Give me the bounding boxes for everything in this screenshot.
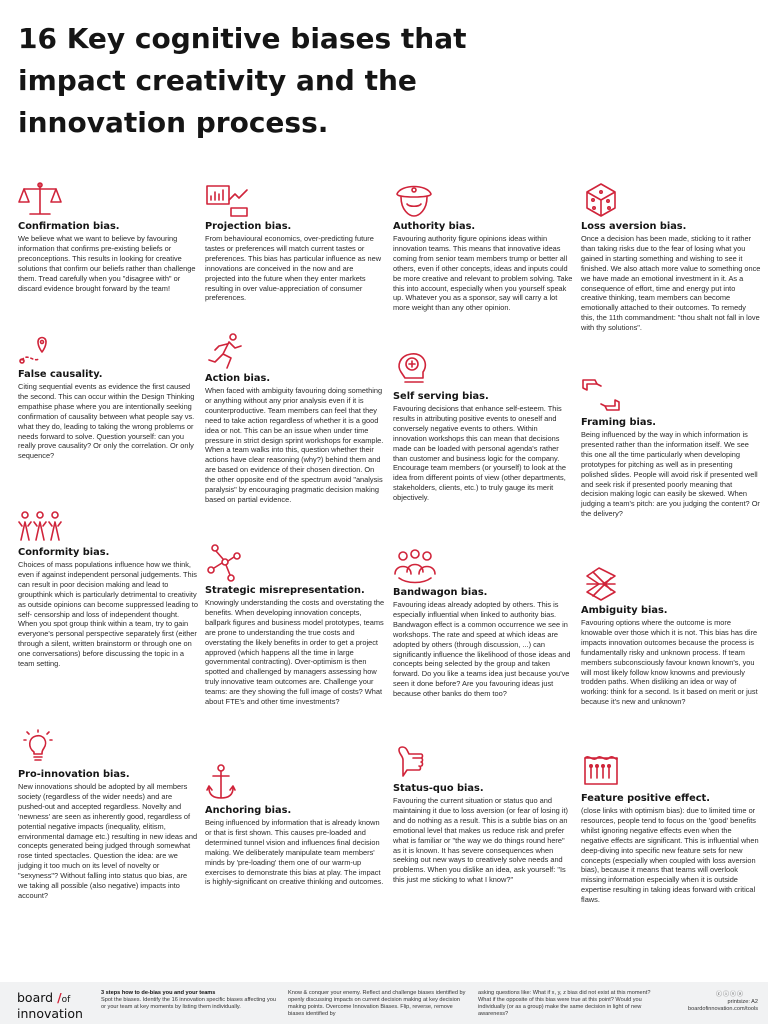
bias-description: Once a decision has been made, sticking to it rather than taking risks due to the fear of losing what you gained in starting something and wishing to see it finished. We also attach more value to something once we have made an emotional investment in it. As a consequence of effort, time and energy put into creative thinking, team members can become emotionally attached to their outcomes. To remedy this, the 11th commandment: "thou shalt not fall in love with thy solutions". xyxy=(581,234,761,333)
bias-description: Being influenced by information that is already known or that is first shown. This causes pre-loaded and determined tunnel vision and influences final decision making. We deliberately manipulate team members' minds by 'pre-loading' them one of our warm-up exercises to demonstrate this bias at play. The impact is highly-significant on creative thinking and outcomes. xyxy=(205,818,384,887)
logo-word-board: board xyxy=(17,990,54,1005)
bias-title: Feature positive effect. xyxy=(581,793,710,804)
footer-step-1: Spot the biases. Identify the 16 innovation specific biases affecting you or your team at key moments by listing them individually. xyxy=(101,997,276,1010)
bias-description: Citing sequential events as evidence the first caused the second. This can occur within the Design Thinking empathise phase where you are intentionally seeking confirmation of causality between what people say vs. what they do, leading to taking the wrong problems or needs forward to solve. Question yourself: can you really prove causality? Or only the correlation. Or only sequence? xyxy=(18,382,195,461)
dice-icon xyxy=(581,180,625,220)
bias-conformity xyxy=(18,506,198,669)
bias-title: Self serving bias. xyxy=(393,391,489,402)
bias-projection xyxy=(205,180,385,303)
license-icons: ⓒⓘⓢⓐ xyxy=(716,992,745,998)
route-pin-icon xyxy=(18,328,62,368)
bias-authority xyxy=(393,180,573,313)
hand-stop-icon xyxy=(393,742,437,782)
footer-print-info xyxy=(668,999,758,1013)
bias-description: Choices of mass populations influence how we think, even if against independent personal judgements. This can result in poor decision making and lead to groupthink which is particularly detrimental to creativity as outside opinions can become suppressed leading to self- censorship and loss of independent thought. When you spot group think within a team, try to gain everyone's personal perspective separately first (either through a silent, written brainstorm or through one on one conversations) before discussing the topic in a team setting. xyxy=(18,560,198,669)
running-person-icon xyxy=(205,332,249,372)
scales-icon xyxy=(18,180,62,220)
bias-strategic-misrepresentation xyxy=(205,544,385,707)
bias-description: Favouring the current situation or status quo and maintaining it due to loss aversion (or fear of losing it) and do nothing as a result. This is a subtle bias on an emotional level that makes us reduce risk and prefer what is familiar or "the way we do things round here" as it is known. It has severe consequences when seeking out new ways to creatively solve needs and problems. When you dislike an idea, ask yourself: "Is this just me sticking to what I know?" xyxy=(393,796,568,885)
website-link[interactable]: boardofinnovation.com/tools xyxy=(688,1006,758,1012)
bias-description: When faced with ambiguity favouring doing something or anything without any prior analysis even if it is counterproductive. Team members can feel that they need to take action regardless of whether it is a good idea or not. This can be an issue when under time pressure in strict design sprint workshops for example. When a team walks into this, question whether their actions have clear reasoning (why?) behind them and are based on evidence of their chosen direction. On the other opposite end of the spectrum avoid "analysis paralysis" by encouraging pragmatic decision making based on partial evidence. xyxy=(205,386,384,504)
bias-framing xyxy=(581,376,761,519)
bias-title: Conformity bias. xyxy=(18,547,110,558)
bias-loss-aversion xyxy=(581,180,761,333)
logo-slash: / xyxy=(57,990,62,1005)
hands-frame-icon xyxy=(581,376,625,416)
bias-description: From behavioural economics, over-predicting future tastes or preferences will match current tastes or preferences. This bias has particular influence as new innovations are conceived in the now and are projected into the future when they enter markets resulting in over value-appreciation of consumer preferences. xyxy=(205,234,382,303)
bias-description: New innovations should be adopted by all members society (regardless of the wider needs) and are pushed-out and accepted regardless. Novelty and 'newness' are seen as inherently good, regardless of potential negative impacts (inequality, elitism, environmental damage etc.) resulting in new ideas and concepts generated being judged through somewhat rose tinted spectacles. Question the idea: are we judging it too much on its level of novelty or "sexyness"? Without falling into status quo bias, are we taking all possible (also negative) impacts into account? xyxy=(18,782,198,900)
bias-ambiguity xyxy=(581,564,761,707)
self-serving-icon xyxy=(393,350,437,390)
logo xyxy=(17,991,83,1020)
footer-steps-col1 xyxy=(101,990,276,1011)
print-size: printsize: A2 xyxy=(727,999,758,1005)
bias-false-causality xyxy=(18,328,198,461)
page-title: 16 Key cognitive biases that impact creativity and the innovation process. xyxy=(18,22,467,139)
bias-title: Pro-innovation bias. xyxy=(18,769,130,780)
bias-title: Ambiguity bias. xyxy=(581,605,668,616)
bias-action xyxy=(205,332,385,505)
bias-feature-positive xyxy=(581,752,761,905)
bias-bandwagon xyxy=(393,546,573,699)
bias-self-serving xyxy=(393,350,573,503)
network-icon xyxy=(205,544,249,584)
bias-pro-innovation xyxy=(18,728,198,901)
bias-title: False causality. xyxy=(18,369,103,380)
lightbulb-icon xyxy=(18,728,62,768)
bias-description: Favouring authority figure opinions ideas within innovation teams. This means that innovative ideas coming from senior team members trump or better all others, even if other concepts, ideas and inputs could be more creative and relevant to problem solving. Take this into account, especially when you yourself speak up. Whatever you as a sponsor, say will carry a lot more weight than any other opinion. xyxy=(393,234,573,313)
tangle-icon xyxy=(581,564,625,604)
bias-status-quo xyxy=(393,742,573,885)
bias-confirmation xyxy=(18,180,198,293)
people-group-icon xyxy=(18,506,62,546)
officer-cap-icon xyxy=(393,180,437,220)
bias-title: Authority bias. xyxy=(393,221,476,232)
bias-anchoring xyxy=(205,764,385,887)
bias-description: Knowingly understanding the costs and overstating the benefits. When developing innovation concepts, ballpark figures and business model prototypes, teams are prone to understanding the true costs and overstating the likely benefits in order to get a project approved (which happens all the time in large governmental contracting). Over-optimism is then spotted and challenged by managers assessing how truly innovative team outcomes are. Challenge your teams: are they showing the full image of costs? What about FTE's and other time investments? xyxy=(205,598,385,707)
bias-description: Being influenced by the way in which information is presented rather than the information itself. We see this one all the time particularly when developing prototypes for pitching as well as in presenting polished slides. People will avoid risk if presented well and seek risk if presented poorly meaning that decision making logic can easily be skewed. When judging a team's pitch: are you judging the content? Or the delivery? xyxy=(581,430,760,519)
feature-board-icon xyxy=(581,752,625,792)
bias-title: Strategic misrepresentation. xyxy=(205,585,365,596)
footer-steps-col2: Know & conquer your enemy. Reflect and challenge biases identified by openly discussing impacts on current decision making at key decision making points. Overcome Innovation Biases. Flip, reverse, remove biases identified by xyxy=(288,990,466,1017)
footer-steps-title: 3 steps how to de-bias you and your teams xyxy=(101,990,216,996)
bias-description: (close links with optimism bias): due to limited time or resources, people tend to focus on the 'good' benefits whilst ignoring negative effects even when the negative effects are significant. This is influential when deep-diving into specific new feature sets for new concepts (especially when coupled with loss aversion bias), because it means that teams will overlook missing information especially when it is outside expertise resulting in taking ideas forward with critical flaws. xyxy=(581,806,759,905)
crowd-icon xyxy=(393,546,437,586)
bias-description: We believe what we want to believe by favouring information that confirms pre-existing beliefs or preconceptions. This results in looking for creative solutions that confirm our beliefs rather than challenge them. Tread carefully when you "disagree with" or discard evidence brought forward by the team! xyxy=(18,234,196,293)
bias-title: Loss aversion bias. xyxy=(581,221,687,232)
anchor-icon xyxy=(205,764,249,804)
footer-steps-col3: asking questions like: What if x, y, z bias did not exist at this moment? What if the opposite of this bias were true at this point? Would you individually (or as a group) make the same decision in light of new awareness? xyxy=(478,990,651,1017)
bias-title: Anchoring bias. xyxy=(205,805,292,816)
bias-title: Bandwagon bias. xyxy=(393,587,488,598)
logo-word-of: of xyxy=(61,995,71,1005)
chart-icon xyxy=(205,180,249,220)
bias-title: Confirmation bias. xyxy=(18,221,120,232)
footer xyxy=(0,982,768,1024)
bias-description: Favouring decisions that enhance self-esteem. This results in attributing positive events to oneself and conversely negative events to others. Within innovation workshops this can mean that decisions made can be loaded with personal agenda's rather than customer and business logic for the company. Encourage team members (or yourself) to look at the idea from different points of view (other departments, stakeholders, clients, etc.) to truly gauge its merit objectively. xyxy=(393,404,566,503)
bias-title: Projection bias. xyxy=(205,221,292,232)
bias-description: Favouring options where the outcome is more knowable over those which it is not. This bias has dire impacts innovation outcomes because the process is fundamentally risky and unknown process. If team members subconsciously favour known known's, you will most likely follow know knowns and previously trodden paths. When disliking an idea or way of working: think for a second. Is it based on merit or just because it's new and unknown? xyxy=(581,618,758,707)
bias-description: Favouring ideas already adopted by others. This is especially influential when linked to authority bias. Bandwagon effect is a common occurrence we see in workshops. The rate and speed at which ideas are adopted by others (through discussion, ...) can significantly influence the likelihood of those ideas and concepts being selected by the group and taken forward. Do you like a teams idea just because you've seen it done before? Are you favouring ideas just because other banks do them too? xyxy=(393,600,571,699)
bias-title: Action bias. xyxy=(205,373,271,384)
logo-word-innovation: innovation xyxy=(17,1006,83,1021)
bias-title: Framing bias. xyxy=(581,417,657,428)
bias-title: Status-quo bias. xyxy=(393,783,484,794)
